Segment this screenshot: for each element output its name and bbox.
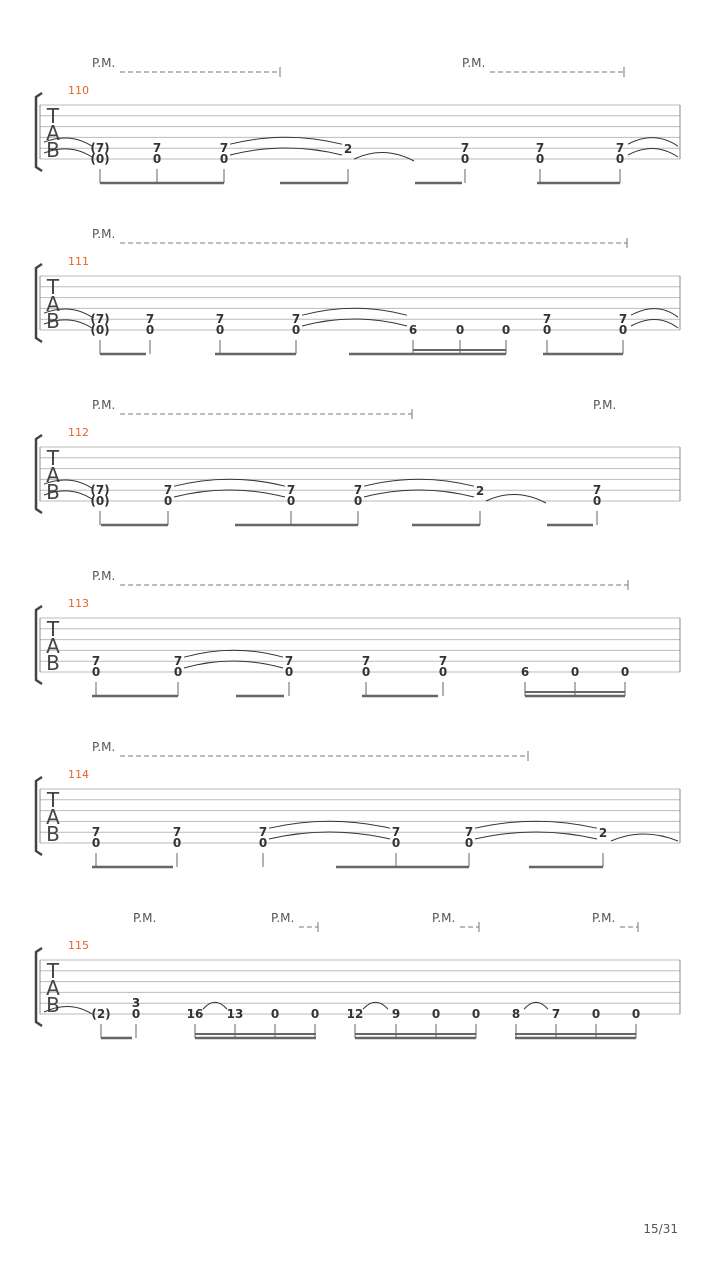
tab-clef-letter: T [46, 788, 60, 812]
fret-number: 0 [501, 323, 511, 337]
staff-system [36, 740, 680, 867]
tab-clef-letter: A [46, 121, 60, 145]
tie-arc [230, 137, 342, 155]
tab-clef-letter: A [46, 463, 60, 487]
tab-clef-letter: B [46, 822, 60, 846]
fret-number: 0 [172, 836, 182, 850]
bar-number: 110 [68, 84, 89, 97]
fret-number: 0 [163, 494, 173, 508]
fret-number: 7 [460, 141, 470, 156]
tab-clef-letter: T [46, 104, 60, 128]
fret-number: 7 [592, 483, 602, 498]
fret-number: 0 [91, 836, 101, 850]
fret-number: 7 [172, 825, 182, 840]
fret-number: 0 [219, 152, 229, 166]
fret-number: 7 [615, 141, 625, 156]
palm-mute-label: P.M. [432, 911, 456, 925]
tie-arc [475, 821, 597, 839]
fret-number: 7 [173, 654, 183, 669]
tie-arc [628, 138, 678, 157]
page-number: 15/31 [643, 1222, 678, 1236]
fret-number: (7) [90, 312, 110, 327]
fret-number: 7 [438, 654, 448, 669]
tab-clef-letter: T [46, 446, 60, 470]
tab-clef-letter: T [46, 617, 60, 641]
palm-mute-label: P.M. [133, 911, 157, 925]
fret-number: 0 [631, 1007, 641, 1021]
fret-number: 0 [535, 152, 545, 166]
fret-number: 0 [131, 1007, 141, 1021]
tab-clef-letter: B [46, 138, 60, 162]
fret-number: 0 [353, 494, 363, 508]
bar-number: 112 [68, 426, 89, 439]
bar-number: 114 [68, 768, 89, 781]
staff-system [36, 569, 680, 696]
fret-number: 0 [464, 836, 474, 850]
fret-number: 2 [598, 826, 608, 840]
tab-clef-letter: A [46, 292, 60, 316]
tab-clef-letter: B [46, 651, 60, 675]
fret-number: 7 [361, 654, 371, 669]
fret-number: 7 [284, 654, 294, 669]
tab-clef-letter: T [46, 275, 60, 299]
fret-number: 16 [186, 1007, 204, 1021]
fret-number: 6 [408, 323, 418, 337]
fret-number: 0 [542, 323, 552, 337]
fret-number: 9 [391, 1007, 401, 1021]
fret-number: 7 [291, 312, 301, 327]
fret-number: 2 [475, 484, 485, 498]
fret-number: 7 [91, 654, 101, 669]
fret-number: 7 [286, 483, 296, 498]
fret-number: 0 [460, 152, 470, 166]
fret-number: 0 [291, 323, 301, 337]
fret-number: 0 [438, 665, 448, 679]
fret-number: 0 [91, 665, 101, 679]
staff-system [36, 227, 680, 354]
fret-number: 0 [284, 665, 294, 679]
fret-number: 7 [91, 825, 101, 840]
fret-number: (0) [90, 323, 110, 337]
fret-number: 0 [391, 836, 401, 850]
tie-arc [174, 479, 285, 497]
fret-number: (7) [90, 141, 110, 156]
fret-number: 0 [286, 494, 296, 508]
fret-number: (7) [90, 483, 110, 498]
fret-number: 13 [226, 1007, 244, 1021]
fret-number: 0 [431, 1007, 441, 1021]
tie-arc [184, 650, 283, 668]
palm-mute-label: P.M. [92, 227, 116, 241]
tab-clef-letter: B [46, 309, 60, 333]
fret-number: 7 [618, 312, 628, 327]
tab-clef-letter: A [46, 805, 60, 829]
palm-mute-label: P.M. [92, 56, 116, 70]
tie-arc [364, 479, 474, 497]
fret-number: 0 [592, 494, 602, 508]
fret-number: 7 [551, 1007, 561, 1021]
palm-mute-label: P.M. [92, 569, 116, 583]
staff-system [36, 911, 680, 1038]
fret-number: 0 [152, 152, 162, 166]
tab-clef-letter: A [46, 634, 60, 658]
fret-number: 3 [131, 996, 141, 1011]
fret-number: 0 [618, 323, 628, 337]
fret-number: 0 [591, 1007, 601, 1021]
fret-number: 7 [391, 825, 401, 840]
palm-mute-label: P.M. [593, 398, 617, 412]
fret-number: 0 [258, 836, 268, 850]
staff-system [36, 398, 680, 525]
fret-number: 0 [310, 1007, 320, 1021]
tie-arc [486, 494, 546, 503]
tab-clef-letter: B [46, 993, 60, 1017]
fret-number: 7 [258, 825, 268, 840]
tab-clef-letter: B [46, 480, 60, 504]
fret-number: 7 [464, 825, 474, 840]
tab-clef-letter: A [46, 976, 60, 1000]
tie-arc [611, 834, 678, 841]
tie-arc [354, 152, 414, 161]
fret-number: 7 [219, 141, 229, 156]
palm-mute-label: P.M. [271, 911, 295, 925]
fret-number: 7 [215, 312, 225, 327]
tab-clef-letter: T [46, 959, 60, 983]
fret-number: (0) [90, 152, 110, 166]
bar-number: 113 [68, 597, 89, 610]
staff-system [36, 56, 680, 183]
fret-number: 2 [343, 142, 353, 156]
fret-number: (2) [91, 1007, 111, 1021]
fret-number: 8 [511, 1007, 521, 1021]
fret-number: 0 [620, 665, 630, 679]
fret-number: 6 [520, 665, 530, 679]
fret-number: 7 [145, 312, 155, 327]
fret-number: 7 [163, 483, 173, 498]
fret-number: 0 [145, 323, 155, 337]
bar-number: 115 [68, 939, 89, 952]
fret-number: 7 [542, 312, 552, 327]
palm-mute-label: P.M. [92, 398, 116, 412]
fret-number: 7 [535, 141, 545, 156]
fret-number: 0 [615, 152, 625, 166]
fret-number: 0 [570, 665, 580, 679]
fret-number: (0) [90, 494, 110, 508]
fret-number: 0 [270, 1007, 280, 1021]
fret-number: 0 [215, 323, 225, 337]
fret-number: 7 [152, 141, 162, 156]
palm-mute-label: P.M. [462, 56, 486, 70]
palm-mute-label: P.M. [592, 911, 616, 925]
fret-number: 0 [455, 323, 465, 337]
tie-arc [631, 309, 678, 328]
tie-arc [302, 308, 407, 326]
fret-number: 7 [353, 483, 363, 498]
palm-mute-label: P.M. [92, 740, 116, 754]
fret-number: 0 [361, 665, 371, 679]
tie-arc [269, 821, 390, 839]
bar-number: 111 [68, 255, 89, 268]
fret-number: 0 [173, 665, 183, 679]
fret-number: 0 [471, 1007, 481, 1021]
fret-number: 12 [346, 1007, 364, 1021]
